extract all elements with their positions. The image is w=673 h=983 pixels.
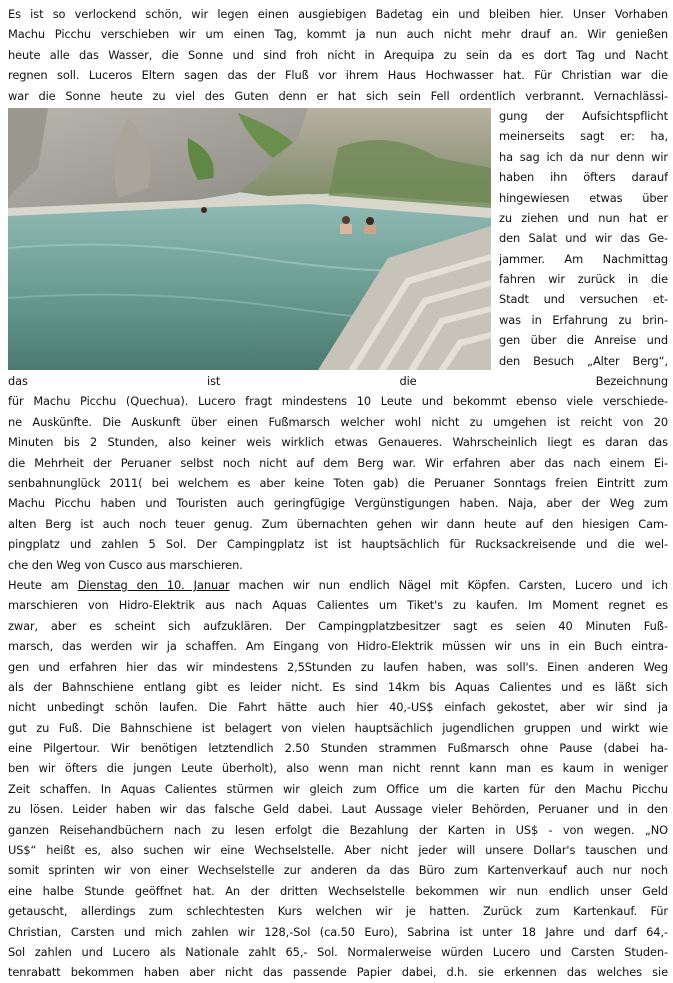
text-line: die Mehrheit der Peruaner selbst noch nicht auf dem Berg war. Wir erfahren aber das nach einem Ei- xyxy=(8,455,668,470)
pool-photo xyxy=(8,108,491,370)
text-line: Es ist so verlockend schön, wir legen einen ausgiebigen Badetag ein und bleiben hier. Unser Vorhaben xyxy=(8,7,668,21)
date-underlined: Dienstag den 10. Januar xyxy=(77,577,230,592)
text-line: ganzen Reisehandbüchern nach zu lesen erfolgt die Bezahlung der Karten in US$ - von wegen. „NO xyxy=(8,822,668,837)
paragraph-1-bottom xyxy=(8,391,668,575)
text-line: zu lösen. Leider haben wir das falsche Geld dabei. Laut Aussage vieler Behörden, Peruaner und in den xyxy=(8,802,668,817)
text-line: Christian, Carsten und mich zahlen wir 128,-Sol (ca.50 Euro), Sabrina ist unter 18 Jahre und darf 64,- xyxy=(8,924,668,939)
text-line: haben ihn öfters darauf xyxy=(499,170,668,185)
text-line: Machu Picchu verschieben wir um einen Tag, kommt ja nun auch nicht mehr drauf an. Wir genießen xyxy=(8,27,668,42)
text-line: gung der Aufsichtspflicht xyxy=(499,108,668,123)
text-line: jammer. Am Nachmittag xyxy=(499,251,668,266)
paragraph-1-top xyxy=(8,4,668,106)
text-line: gut zu Fuß. Die Bahnschiene ist belagert von vielen hauptsächlich jugendlichen gruppen und wirkt wie xyxy=(8,720,668,735)
pool-photo-image xyxy=(8,108,491,370)
text-line: für Machu Picchu (Quechua). Lucero fragt mindestens 10 Leute und bekommt ebenso viele verschiede- xyxy=(8,394,668,409)
text-line: eine halbe Stunde geöffnet hat. An der dritten Wechselstelle bekommen wir nun endlich unser Geld xyxy=(8,883,668,898)
text-line: gen und erfahren hier das wir mindestens 2,5Stunden zu laufen haben, was soll's. Einen anderen Weg xyxy=(8,659,668,674)
text-line: heute alle das Wasser, die Sonne und sind froh nicht in Arequipa zu sein da es dort Tag und Nacht xyxy=(8,47,668,62)
text-line: eine Pilgertour. Wir benötigen letztendlich 2.50 Stunden strammen Fußmarsch ohne Pause (dabei ha- xyxy=(8,741,668,756)
text-line: nicht unbedingt schön laufen. Die Fahrt hätte auch hier 40,-US$ einfach gekostet, aber wir sind ja xyxy=(8,700,668,715)
text-line: che den Weg von Cusco aus marschieren. xyxy=(8,557,243,572)
text-line: den Salat und wir das Ge- xyxy=(499,231,668,246)
text-line: regnen soll. Luceros Eltern sagen das der Fluß vor ihrem Haus Hochwasser hat. Für Christian war die xyxy=(8,68,668,83)
text-line: den Besuch „Alter Berg“, xyxy=(499,353,668,368)
text-line: Zeit schaffen. In Aquas Calientes stürmen wir gleich zum Office um die karten für den Machu Picchu xyxy=(8,781,668,796)
text-line: US$“ heißt es, also suchen wir eine Wechselstelle. Aber nicht jeder will unsere Dollar's tauschen und xyxy=(8,843,668,858)
text-line: marschieren von Hidro-Elektrik aus nach Aquas Calientes um Tiket's zu kaufen. Im Moment regnet es xyxy=(8,598,668,613)
text-line: Sol zahlen und Lucero als Nationale zahlt 65,- Sol. Normalerweise würden Lucero und Carsten Studen- xyxy=(8,944,668,959)
text-line: fahren wir zurück in die xyxy=(499,272,668,287)
document-page xyxy=(8,4,668,983)
text-line: ha sag ich da nur denn wir xyxy=(499,149,668,164)
text-line: ne Auskünfte. Die Auskunft über einen Fußmarsch welcher wohl nicht zu umgehen ist reicht von 20 xyxy=(8,414,668,429)
paragraph-2-first-line xyxy=(8,575,668,595)
text-line: getauscht, allerdings zum schlechtesten Kurs welchen wir je hatten. Zurück zum Kartenkauf. Für xyxy=(8,904,668,919)
text-line: tenrabatt bekommen haben aber nicht das passende Papier dabei, d.h. sie erkennen das welches sie xyxy=(8,965,668,980)
text-line: marsch, das werden wir ja schaffen. Am Eingang von Hidro-Elektrik müssen wir uns in ein Buch eintra- xyxy=(8,639,668,654)
text-line: Stadt und versuchen et- xyxy=(499,292,668,307)
p2-first-after: machen wir nun endlich Nägel mit Köpfen. Carsten, Lucero und ich xyxy=(229,577,668,592)
text-line: senbahnunglück 2011( bei welchem es aber keine Toten gab) die Peruaner Sonntags freien Eintritt zum xyxy=(8,475,668,490)
text-line: zu ziehen und nun hat er xyxy=(499,210,668,225)
text-line: pingplatz und zahlen 5 Sol. Der Campingplatz ist ist hauptsächlich für Rucksackreisende und die wel- xyxy=(8,537,668,552)
text-line: hingewiesen etwas über xyxy=(499,190,668,205)
paragraph-2 xyxy=(8,595,668,982)
text-line: Minuten bis 2 Stunden, also keiner weis wirklich etwas Genaueres. Wahrscheinlich liegt es daran das xyxy=(8,435,668,450)
text-line: somit sprinten wir von einer Wechselstelle zur anderen da das Büro zum Kartenverkauf auch nur noch xyxy=(8,863,668,878)
text-line: Machu Picchu haben und Touristen auch geringfügige Vergünstigungen haben. Naja, aber der Weg zum xyxy=(8,496,668,511)
text-line: was in Erfahrung zu brin- xyxy=(499,312,668,327)
text-line: alten Berg ist auch noch teuer genug. Zum übernachten gehen wir dann heute auf den hiesigen Cam- xyxy=(8,516,668,531)
text-line: als der Bahnschiene entlang gibt es leider nicht. Es sind 14km bis Aquas Calientes und es läßt sich xyxy=(8,679,668,694)
text-line: zwar, aber es scheint sich aufzuklären. Der Campingplatzbesitzer sagt es seien 40 Minuten Fuß- xyxy=(8,618,668,633)
text-line: war die Sonne heute zu viel des Guten denn er hat sich sein Fell ordentlich verbrannt. Vernachlässi- xyxy=(8,88,668,103)
text-line: ben wir öfters die jungen Leute überholt), also wenn man nicht rennt kann man es kaum in weniger xyxy=(8,761,668,776)
text-line: das ist die Bezeichnung xyxy=(8,374,668,389)
text-line: meinerseits sagt er: ha, xyxy=(499,129,668,144)
text-line: gen über die Anreise und xyxy=(499,333,668,348)
p2-first-before: Heute am xyxy=(8,577,78,592)
